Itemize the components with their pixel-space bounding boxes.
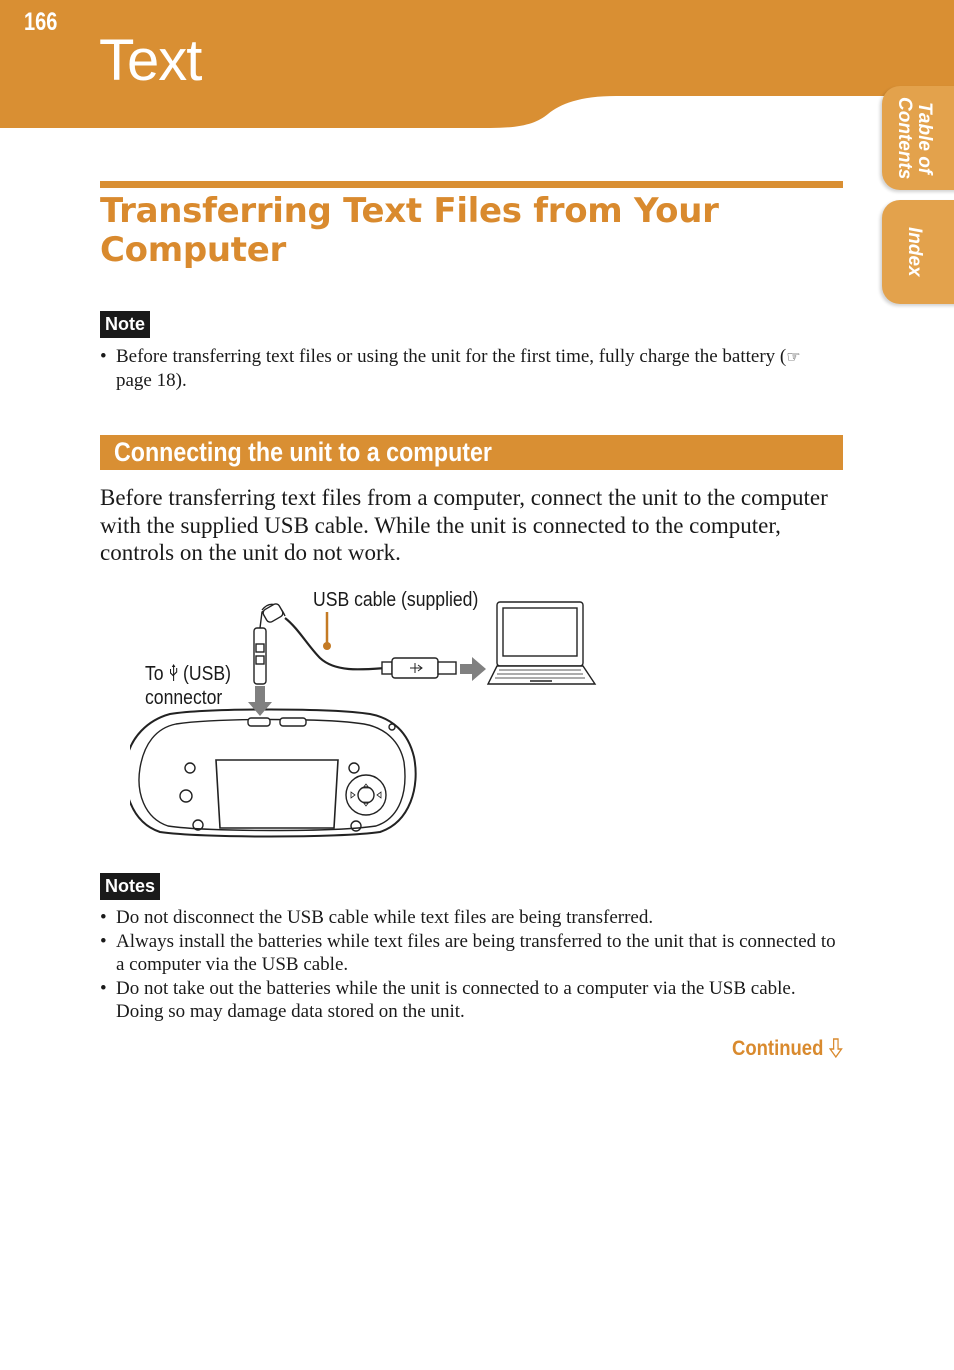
subsection-title: Connecting the unit to a computer (114, 437, 492, 467)
table-of-contents-tab[interactable] (882, 86, 954, 190)
section-title-rule (100, 181, 843, 188)
connection-figure (130, 582, 610, 842)
note-label: Note (100, 311, 150, 338)
usb-connector-label-line2: connector (145, 687, 223, 709)
subsection-bar (100, 435, 843, 470)
continued-link[interactable] (732, 1037, 843, 1061)
notes-item: • Do not disconnect the USB cable while text files are being transferred. (100, 906, 840, 930)
connection-illustration (130, 582, 610, 842)
usb-connector-label (145, 662, 231, 710)
usb-cable (285, 618, 385, 669)
index-tab-label: Index (904, 227, 925, 277)
section-title: Transferring Text Files from Your Computer (100, 191, 719, 270)
usb-connector-label-suffix: (USB) (178, 663, 231, 685)
body-paragraph: Before transferring text files from a computer, connect the unit to the computer with the supplied USB cable. While the unit is connected to the computer, controls on the unit do not work. (100, 485, 828, 565)
note-item-page-link[interactable]: page 18). (116, 369, 187, 391)
note-item-text-before: Before transferring text files or using the unit for the first time, fully charge the battery ( (116, 346, 787, 367)
note-item (100, 345, 840, 392)
table-of-contents-tab-label: Table of Contents (894, 96, 935, 180)
notes-label: Notes (100, 873, 160, 900)
unit-screen (216, 760, 338, 828)
continued-label: Continued (732, 1037, 824, 1060)
notes-list (100, 906, 840, 1024)
notes-item: • Do not take out the batteries while the unit is connected to a computer via the USB cable. Doing so may damage data stored on the unit. (100, 977, 840, 1024)
reference-hand-icon: ☞ (786, 347, 801, 366)
usb-symbol-icon (168, 664, 178, 682)
chapter-title: Text (99, 28, 202, 93)
usb-connector-label-prefix: To (145, 663, 169, 685)
note-list (100, 345, 840, 392)
notes-item: • Always install the batteries while text files are being transferred to the unit that is connected to a computer via the USB cable. (100, 930, 840, 977)
down-arrow-icon (828, 1038, 842, 1058)
right-arrow-to-laptop (460, 657, 486, 681)
index-tab[interactable] (882, 200, 954, 304)
page-number: 166 (24, 8, 58, 36)
usb-cable-label: USB cable (supplied) (313, 589, 479, 611)
